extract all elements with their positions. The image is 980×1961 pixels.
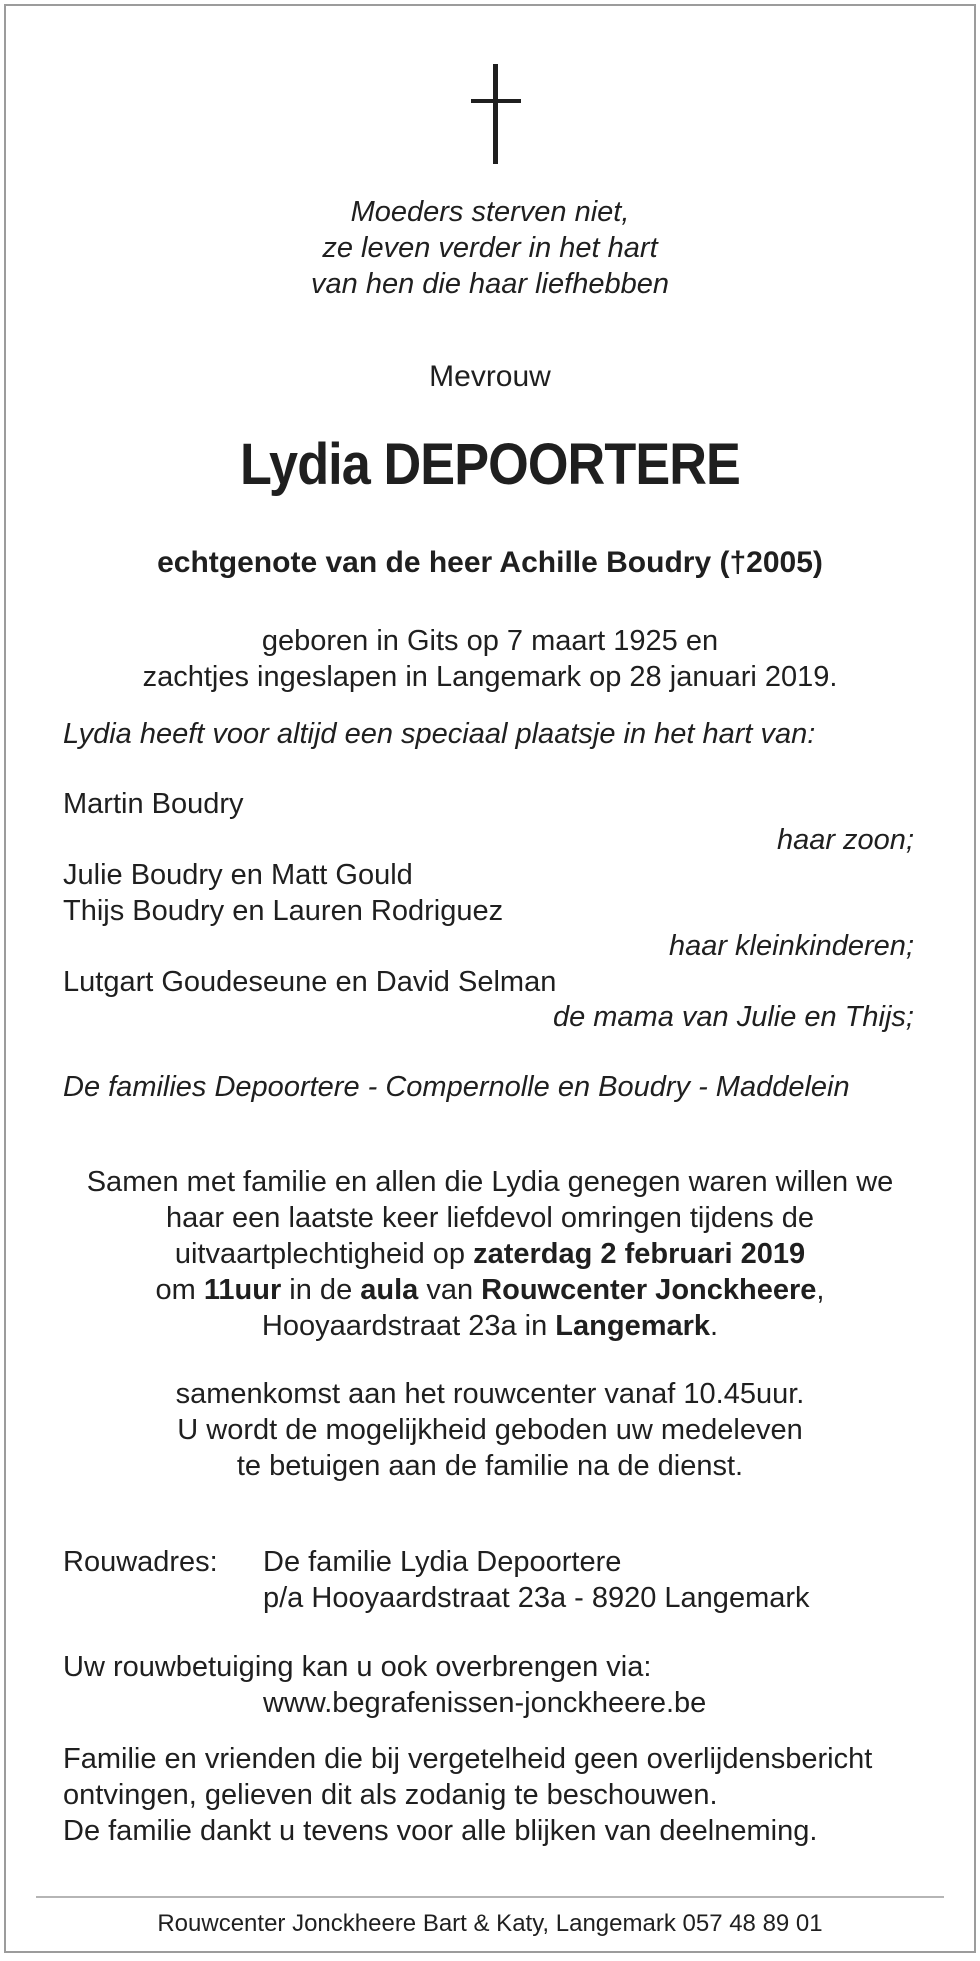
spouse-line: echtgenote van de heer Achille Boudry (†2005) <box>157 546 823 579</box>
families-line: De families Depoortere - Compernolle en Boudry - Maddelein <box>63 1071 850 1103</box>
ceremony-town: Langemark <box>555 1310 711 1342</box>
ceremony-date: zaterdag 2 februari 2019 <box>473 1238 806 1270</box>
grandchild-name: Julie Boudry en Matt Gould <box>63 859 413 891</box>
closing-paragraph <box>63 1741 872 1849</box>
ceremony-paragraph <box>6 1164 974 1344</box>
ceremony-line: Hooyaardstraat 23a in Langemark. <box>261 1310 719 1342</box>
son-name: Martin Boudry <box>63 788 244 820</box>
footer: Rouwcenter Jonckheere Bart & Katy, Langemark 057 48 89 01 <box>157 1910 823 1937</box>
grandchildren-role: haar kleinkinderen; <box>668 930 914 962</box>
ceremony-line: haar een laatste keer liefdevol omringen tijdens de <box>165 1202 815 1234</box>
birth-line: geboren in Gits op 7 maart 1925 en <box>261 625 719 657</box>
ceremony-time: 11uur <box>203 1274 282 1306</box>
cross-icon <box>471 64 521 164</box>
address-line: De familie Lydia Depoortere <box>263 1546 622 1578</box>
ceremony-line: Samen met familie en allen die Lydia genegen waren willen we <box>86 1166 894 1198</box>
closing-line: Familie en vrienden die bij vergetelheid geen overlijdensbericht <box>63 1743 873 1775</box>
motto-line: ze leven verder in het hart <box>322 232 658 264</box>
ceremony-venue: Rouwcenter Jonckheere <box>481 1274 817 1306</box>
ceremony-room: aula <box>360 1274 419 1306</box>
deceased-name: Lydia DEPOORTERE <box>240 432 740 497</box>
ceremony-line: uitvaartplechtigheid op zaterdag 2 februari 2019 <box>174 1238 806 1270</box>
condolence-url[interactable]: www.begrafenissen-jonckheere.be <box>263 1687 707 1719</box>
address-line: p/a Hooyaardstraat 23a - 8920 Langemark <box>263 1582 810 1614</box>
address-label: Rouwadres: <box>63 1546 218 1578</box>
condolence-line: Uw rouwbetuiging kan u ook overbrengen via: <box>63 1651 652 1683</box>
gathering-line: te betuigen aan de familie na de dienst. <box>236 1450 744 1482</box>
birth-death-dates <box>6 623 974 695</box>
motto <box>6 194 974 302</box>
closing-line: ontvingen, gelieven dit als zodanig te beschouwen. <box>63 1779 718 1811</box>
death-line: zachtjes ingeslapen in Langemark op 28 januari 2019. <box>142 661 838 693</box>
mother-name: Lutgart Goudeseune en David Selman <box>63 966 557 998</box>
gathering-line: samenkomst aan het rouwcenter vanaf 10.45uur. <box>175 1378 805 1410</box>
motto-line: van hen die haar liefhebben <box>311 268 669 300</box>
closing-line: De familie dankt u tevens voor alle blijken van deelneming. <box>63 1815 818 1847</box>
footer-divider <box>36 1896 944 1898</box>
ceremony-line: om 11uur in de aula van Rouwcenter Jonckheere, <box>155 1274 825 1306</box>
motto-line: Moeders sterven niet, <box>350 196 630 228</box>
obituary-card <box>4 4 976 1953</box>
gathering-line: U wordt de mogelijkheid geboden uw medeleven <box>177 1414 803 1446</box>
address-block <box>263 1544 810 1616</box>
salutation: Mevrouw <box>429 360 551 393</box>
intro-line: Lydia heeft voor altijd een speciaal plaatsje in het hart van: <box>63 718 816 750</box>
grandchild-name: Thijs Boudry en Lauren Rodriguez <box>63 895 504 927</box>
mother-role: de mama van Julie en Thijs; <box>552 1001 914 1033</box>
gathering-paragraph <box>6 1376 974 1484</box>
son-role: haar zoon; <box>776 824 914 856</box>
